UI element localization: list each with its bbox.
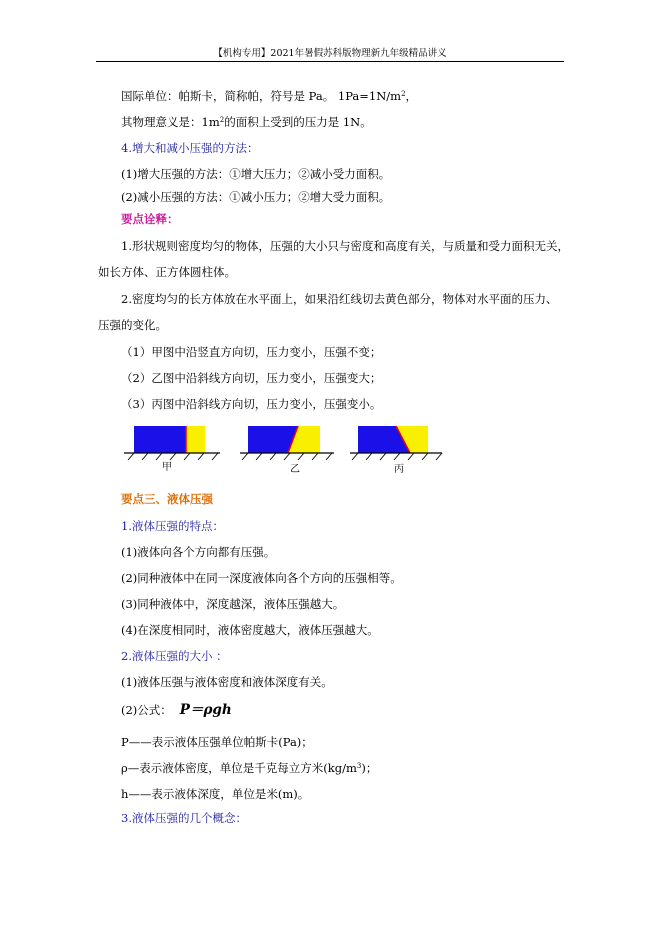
features-title: 1.液体压强的特点： <box>121 519 224 533</box>
page-header: 【机构专用】2021年暑假苏科版物理新九年级精品讲义 <box>213 48 447 59</box>
caption-yi: 乙 <box>290 464 300 475</box>
unit-text: 国际单位：帕斯卡，简称帕，符号是 Pa。 1Pa=1N/m <box>121 89 402 103</box>
formula-label: (2)公式： <box>121 703 172 717</box>
formula-line <box>121 702 232 718</box>
bing-hatching <box>352 453 442 460</box>
meaning-text-b: 的面积上受到的压力是 1N。 <box>224 115 372 129</box>
meaning-sup: 2 <box>219 116 225 124</box>
feature-1: (1)液体向各个方向都有压强。 <box>121 545 276 559</box>
note-p1-line2: 如长方体、正方体圆柱体。 <box>98 265 236 279</box>
header-divider <box>96 61 564 62</box>
key-note-title: 要点诠释： <box>121 212 179 226</box>
caption-jia: 甲 <box>162 462 172 473</box>
jia-block <box>134 426 186 453</box>
feature-4: (4)在深度相同时，液体密度越大，液体压强越大。 <box>121 623 379 637</box>
unit-end: ， <box>405 89 418 103</box>
yi-hatching <box>242 453 332 460</box>
rho-def-text-a: ρ—表示液体密度，单位是千克每立方米(kg/m <box>121 761 357 775</box>
note-p2-line2: 压强的变化。 <box>98 318 167 332</box>
note-item-2: （2）乙图中沿斜线方向切，压力变小，压强变大； <box>121 371 382 385</box>
diagram-jia <box>124 426 220 460</box>
feature-2: (2)同种液体中在同一深度液体向各个方向的压强相等。 <box>121 571 402 585</box>
concepts-title: 3.液体压强的几个概念： <box>121 811 247 825</box>
meaning-line <box>121 114 372 130</box>
size-item-1: (1)液体压强与液体密度和液体深度有关。 <box>121 675 333 689</box>
rho-definition <box>121 760 377 776</box>
unit-line <box>121 88 417 104</box>
unit-sup: 2 <box>401 90 406 98</box>
jia-cut-part <box>186 426 205 453</box>
diagram-bing <box>350 426 442 460</box>
methods-title: 4.增大和减小压强的方法： <box>121 141 259 155</box>
increase-methods: (1)增大压强的方法：①增大压力；②减小受力面积。 <box>121 167 391 181</box>
caption-bing: 丙 <box>394 464 404 475</box>
feature-3: (3)同种液体中，深度越深，液体压强越大。 <box>121 597 345 611</box>
meaning-text-a: 其物理意义是：1m <box>121 115 220 129</box>
pressure-formula: P＝ρgh <box>179 702 232 718</box>
note-p1-line1: 1.形状规则密度均匀的物体，压强的大小只与密度和高度有关，与质量和受力面积无关， <box>121 239 569 253</box>
h-definition: h——表示液体深度，单位是米(m)。 <box>121 787 310 801</box>
rho-def-sup: 3 <box>356 762 362 770</box>
diagram-yi <box>240 426 334 460</box>
rho-def-text-b: )； <box>361 761 378 775</box>
section3-title: 要点三、液体压强 <box>121 492 213 506</box>
decrease-methods: (2)减小压强的方法：①减小压力；②增大受力面积。 <box>121 190 391 204</box>
p-definition: P——表示液体压强单位帕斯卡(Pa)； <box>121 735 313 749</box>
note-p2-line1: 2.密度均匀的长方体放在水平面上，如果沿红线切去黄色部分，物体对水平面的压力、 <box>121 292 558 306</box>
jia-hatching <box>128 453 218 460</box>
size-title: 2.液体压强的大小 ： <box>121 649 228 663</box>
note-item-1: （1）甲图中沿竖直方向切，压力变小，压强不变； <box>121 345 382 359</box>
note-item-3: （3）丙图中沿斜线方向切，压力变小，压强变小。 <box>121 397 382 411</box>
